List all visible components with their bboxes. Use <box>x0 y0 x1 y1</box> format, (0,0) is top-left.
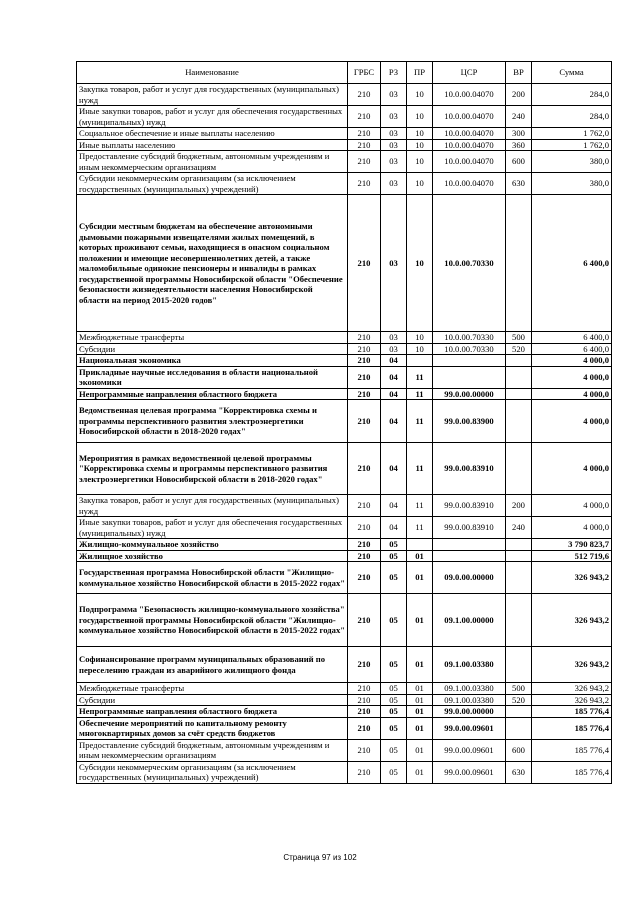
cell-csr: 09.1.00.03380 <box>433 694 506 706</box>
cell-vr <box>506 388 532 400</box>
cell-sum: 380,0 <box>532 173 612 195</box>
cell-sum: 326 943,2 <box>532 683 612 695</box>
cell-csr: 10.0.00.04070 <box>433 84 506 106</box>
cell-rz: 05 <box>381 562 407 594</box>
cell-pr <box>407 355 433 367</box>
table-row <box>77 647 612 683</box>
cell-grbs: 210 <box>348 388 381 400</box>
cell-sum: 6 400,0 <box>532 343 612 355</box>
cell-vr: 600 <box>506 151 532 173</box>
cell-vr: 600 <box>506 739 532 761</box>
cell-vr: 240 <box>506 106 532 128</box>
cell-grbs: 210 <box>348 539 381 551</box>
cell-name: Прикладные научные исследования в области национальной экономики <box>77 366 348 388</box>
cell-sum: 185 776,4 <box>532 739 612 761</box>
cell-name: Субсидии местным бюджетам на обеспечение автономными дымовыми пожарными извещателями жилых помещений, в которых проживают семьи, находящиеся в опасном социальном положении и имеющие несовершеннолетних детей, а также маломобильные одинокие пенсионеры и инвалиды в рамках государственной программы Новосибирской области "Обеспечение безопасности жизнедеятельности населения Новосибирской области на период 2015-2020 годов" <box>77 195 348 332</box>
cell-rz: 03 <box>381 173 407 195</box>
cell-grbs: 210 <box>348 706 381 718</box>
cell-grbs: 210 <box>348 761 381 783</box>
cell-rz: 04 <box>381 443 407 495</box>
table-row <box>77 151 612 173</box>
budget-table <box>76 61 612 784</box>
cell-rz: 03 <box>381 343 407 355</box>
cell-sum: 4 000,0 <box>532 443 612 495</box>
cell-sum: 185 776,4 <box>532 761 612 783</box>
table-row <box>77 594 612 647</box>
cell-grbs: 210 <box>348 517 381 539</box>
cell-rz: 03 <box>381 84 407 106</box>
table-row <box>77 343 612 355</box>
cell-rz: 03 <box>381 151 407 173</box>
cell-vr: 360 <box>506 139 532 151</box>
cell-csr: 99.0.00.83900 <box>433 400 506 443</box>
cell-csr <box>433 550 506 562</box>
cell-vr: 630 <box>506 173 532 195</box>
cell-name: Закупка товаров, работ и услуг для государственных (муниципальных) нужд <box>77 495 348 517</box>
cell-grbs: 210 <box>348 739 381 761</box>
cell-vr <box>506 594 532 647</box>
cell-sum: 512 719,6 <box>532 550 612 562</box>
header-name: Наименование <box>77 62 348 84</box>
cell-grbs: 210 <box>348 647 381 683</box>
cell-pr: 10 <box>407 173 433 195</box>
cell-name: Субсидии некоммерческим организациям (за исключением государственных (муниципальных) учреждений) <box>77 761 348 783</box>
header-grbs: ГРБС <box>348 62 381 84</box>
cell-rz: 04 <box>381 366 407 388</box>
cell-csr: 09.0.00.00000 <box>433 562 506 594</box>
cell-rz: 05 <box>381 717 407 739</box>
table-row <box>77 683 612 695</box>
cell-vr: 520 <box>506 343 532 355</box>
cell-name: Жилищное хозяйство <box>77 550 348 562</box>
table-row <box>77 539 612 551</box>
table-row <box>77 173 612 195</box>
cell-csr: 10.0.00.04070 <box>433 173 506 195</box>
cell-csr: 10.0.00.70330 <box>433 332 506 344</box>
cell-rz: 04 <box>381 355 407 367</box>
cell-vr <box>506 706 532 718</box>
cell-sum: 4 000,0 <box>532 495 612 517</box>
cell-pr: 01 <box>407 739 433 761</box>
cell-sum: 380,0 <box>532 151 612 173</box>
cell-grbs: 210 <box>348 694 381 706</box>
cell-vr <box>506 355 532 367</box>
cell-name: Государственная программа Новосибирской области "Жилищно-коммунальное хозяйство Новосибирской области в 2015-2022 годах" <box>77 562 348 594</box>
cell-vr <box>506 717 532 739</box>
table-header-row <box>77 62 612 84</box>
cell-rz: 03 <box>381 332 407 344</box>
cell-name: Закупка товаров, работ и услуг для государственных (муниципальных) нужд <box>77 84 348 106</box>
cell-pr: 10 <box>407 139 433 151</box>
table-row <box>77 739 612 761</box>
cell-vr: 520 <box>506 694 532 706</box>
cell-csr: 09.1.00.03380 <box>433 683 506 695</box>
cell-grbs: 210 <box>348 106 381 128</box>
cell-grbs: 210 <box>348 562 381 594</box>
cell-csr: 09.1.00.00000 <box>433 594 506 647</box>
table-body <box>77 84 612 784</box>
header-sum: Сумма <box>532 62 612 84</box>
cell-pr: 10 <box>407 343 433 355</box>
cell-csr: 99.0.00.83910 <box>433 495 506 517</box>
cell-rz: 05 <box>381 683 407 695</box>
cell-sum: 326 943,2 <box>532 694 612 706</box>
cell-vr <box>506 539 532 551</box>
cell-pr: 11 <box>407 517 433 539</box>
cell-sum: 326 943,2 <box>532 647 612 683</box>
cell-sum: 185 776,4 <box>532 706 612 718</box>
table-row <box>77 195 612 332</box>
cell-rz: 04 <box>381 400 407 443</box>
cell-pr: 01 <box>407 550 433 562</box>
cell-name: Предоставление субсидий бюджетным, автономным учреждениям и иным некоммерческим организациям <box>77 151 348 173</box>
cell-sum: 6 400,0 <box>532 195 612 332</box>
cell-pr: 10 <box>407 151 433 173</box>
cell-csr: 99.0.00.09601 <box>433 739 506 761</box>
cell-rz: 05 <box>381 647 407 683</box>
cell-grbs: 210 <box>348 355 381 367</box>
cell-pr: 10 <box>407 84 433 106</box>
cell-sum: 284,0 <box>532 106 612 128</box>
cell-pr: 01 <box>407 562 433 594</box>
cell-csr: 10.0.00.70330 <box>433 343 506 355</box>
cell-rz: 05 <box>381 539 407 551</box>
table-row <box>77 706 612 718</box>
cell-pr: 11 <box>407 443 433 495</box>
cell-rz: 04 <box>381 517 407 539</box>
cell-csr <box>433 539 506 551</box>
cell-pr: 11 <box>407 400 433 443</box>
cell-grbs: 210 <box>348 151 381 173</box>
cell-pr: 10 <box>407 195 433 332</box>
cell-csr: 10.0.00.70330 <box>433 195 506 332</box>
cell-sum: 4 000,0 <box>532 366 612 388</box>
table-row <box>77 128 612 140</box>
table-row <box>77 495 612 517</box>
table-row <box>77 388 612 400</box>
cell-pr: 01 <box>407 706 433 718</box>
cell-grbs: 210 <box>348 128 381 140</box>
cell-pr: 11 <box>407 495 433 517</box>
cell-pr: 10 <box>407 332 433 344</box>
cell-sum: 185 776,4 <box>532 717 612 739</box>
cell-vr <box>506 195 532 332</box>
table-row <box>77 332 612 344</box>
cell-grbs: 210 <box>348 173 381 195</box>
cell-vr: 630 <box>506 761 532 783</box>
cell-sum: 4 000,0 <box>532 388 612 400</box>
cell-sum: 4 000,0 <box>532 517 612 539</box>
cell-sum: 6 400,0 <box>532 332 612 344</box>
cell-rz: 03 <box>381 106 407 128</box>
cell-pr: 10 <box>407 128 433 140</box>
cell-name: Субсидии <box>77 694 348 706</box>
cell-csr <box>433 366 506 388</box>
table-row <box>77 139 612 151</box>
cell-pr: 01 <box>407 647 433 683</box>
cell-vr: 300 <box>506 128 532 140</box>
cell-name: Непрограммные направления областного бюджета <box>77 706 348 718</box>
cell-vr <box>506 400 532 443</box>
cell-vr: 200 <box>506 84 532 106</box>
cell-vr: 240 <box>506 517 532 539</box>
cell-name: Иные закупки товаров, работ и услуг для обеспечения государственных (муниципальных) нужд <box>77 106 348 128</box>
cell-pr: 01 <box>407 761 433 783</box>
cell-csr: 99.0.00.83910 <box>433 517 506 539</box>
table-row <box>77 562 612 594</box>
cell-pr: 01 <box>407 694 433 706</box>
cell-pr: 11 <box>407 366 433 388</box>
cell-name: Жилищно-коммунальное хозяйство <box>77 539 348 551</box>
cell-pr: 01 <box>407 594 433 647</box>
cell-name: Софинансирование программ муниципальных образований по переселению граждан из аварийного жилищного фонда <box>77 647 348 683</box>
cell-vr <box>506 366 532 388</box>
cell-grbs: 210 <box>348 400 381 443</box>
cell-csr: 99.0.00.00000 <box>433 706 506 718</box>
header-csr: ЦСР <box>433 62 506 84</box>
header-rz: РЗ <box>381 62 407 84</box>
cell-name: Субсидии некоммерческим организациям (за исключением государственных (муниципальных) учреждений) <box>77 173 348 195</box>
cell-rz: 03 <box>381 139 407 151</box>
header-vr: ВР <box>506 62 532 84</box>
header-pr: ПР <box>407 62 433 84</box>
cell-rz: 04 <box>381 495 407 517</box>
cell-rz: 05 <box>381 550 407 562</box>
cell-sum: 326 943,2 <box>532 562 612 594</box>
cell-csr: 10.0.00.04070 <box>433 151 506 173</box>
cell-grbs: 210 <box>348 343 381 355</box>
table-row <box>77 550 612 562</box>
cell-vr: 500 <box>506 332 532 344</box>
table-row <box>77 366 612 388</box>
cell-pr <box>407 539 433 551</box>
cell-grbs: 210 <box>348 717 381 739</box>
cell-rz: 03 <box>381 128 407 140</box>
cell-name: Ведомственная целевая программа "Корректировка схемы и программы перспективного развития электроэнергетики Новосибирской области в 2018-2020 годах" <box>77 400 348 443</box>
cell-grbs: 210 <box>348 495 381 517</box>
table-row <box>77 400 612 443</box>
cell-name: Национальная экономика <box>77 355 348 367</box>
cell-grbs: 210 <box>348 84 381 106</box>
cell-sum: 4 000,0 <box>532 400 612 443</box>
cell-rz: 05 <box>381 706 407 718</box>
cell-rz: 05 <box>381 694 407 706</box>
cell-csr: 10.0.00.04070 <box>433 139 506 151</box>
cell-grbs: 210 <box>348 683 381 695</box>
cell-name: Субсидии <box>77 343 348 355</box>
table-row <box>77 443 612 495</box>
cell-sum: 284,0 <box>532 84 612 106</box>
cell-name: Иные закупки товаров, работ и услуг для обеспечения государственных (муниципальных) нужд <box>77 517 348 539</box>
cell-sum: 326 943,2 <box>532 594 612 647</box>
cell-sum: 4 000,0 <box>532 355 612 367</box>
cell-rz: 03 <box>381 195 407 332</box>
cell-csr <box>433 355 506 367</box>
cell-pr: 01 <box>407 717 433 739</box>
cell-csr: 10.0.00.04070 <box>433 106 506 128</box>
cell-name: Межбюджетные трансферты <box>77 332 348 344</box>
table-row <box>77 717 612 739</box>
page-number: Страница 97 из 102 <box>283 853 357 862</box>
table-row <box>77 106 612 128</box>
cell-csr: 99.0.00.83910 <box>433 443 506 495</box>
cell-grbs: 210 <box>348 139 381 151</box>
cell-vr <box>506 562 532 594</box>
cell-rz: 05 <box>381 761 407 783</box>
cell-name: Иные выплаты населению <box>77 139 348 151</box>
cell-grbs: 210 <box>348 550 381 562</box>
cell-name: Обеспечение мероприятий по капитальному ремонту многоквартирных домов за счёт средств бюджетов <box>77 717 348 739</box>
table-row <box>77 761 612 783</box>
cell-vr <box>506 550 532 562</box>
cell-vr: 200 <box>506 495 532 517</box>
cell-grbs: 210 <box>348 443 381 495</box>
cell-sum: 1 762,0 <box>532 128 612 140</box>
cell-csr: 10.0.00.04070 <box>433 128 506 140</box>
table-row <box>77 84 612 106</box>
cell-rz: 04 <box>381 388 407 400</box>
cell-name: Подпрограмма "Безопасность жилищно-коммунального хозяйства" государственной программы Новосибирской области "Жилищно-коммунальное хозяйство Новосибирской области в 2015-2022 годах" <box>77 594 348 647</box>
cell-vr: 500 <box>506 683 532 695</box>
cell-rz: 05 <box>381 739 407 761</box>
cell-vr <box>506 443 532 495</box>
cell-name: Социальное обеспечение и иные выплаты населению <box>77 128 348 140</box>
cell-csr: 99.0.00.00000 <box>433 388 506 400</box>
table-row <box>77 355 612 367</box>
cell-pr: 01 <box>407 683 433 695</box>
cell-name: Межбюджетные трансферты <box>77 683 348 695</box>
cell-pr: 10 <box>407 106 433 128</box>
cell-vr <box>506 647 532 683</box>
cell-rz: 05 <box>381 594 407 647</box>
cell-name: Непрограммные направления областного бюджета <box>77 388 348 400</box>
cell-grbs: 210 <box>348 195 381 332</box>
table-row <box>77 517 612 539</box>
cell-grbs: 210 <box>348 332 381 344</box>
cell-grbs: 210 <box>348 594 381 647</box>
cell-name: Мероприятия в рамках ведомственной целевой программы "Корректировка схемы и программы перспективного развития электроэнергетики Новосибирской области в 2018-2020 годах" <box>77 443 348 495</box>
table-row <box>77 694 612 706</box>
cell-csr: 09.1.00.03380 <box>433 647 506 683</box>
cell-name: Предоставление субсидий бюджетным, автономным учреждениям и иным некоммерческим организациям <box>77 739 348 761</box>
cell-csr: 99.0.00.09601 <box>433 761 506 783</box>
cell-sum: 1 762,0 <box>532 139 612 151</box>
cell-pr: 11 <box>407 388 433 400</box>
cell-csr: 99.0.00.09601 <box>433 717 506 739</box>
cell-sum: 3 790 823,7 <box>532 539 612 551</box>
cell-grbs: 210 <box>348 366 381 388</box>
